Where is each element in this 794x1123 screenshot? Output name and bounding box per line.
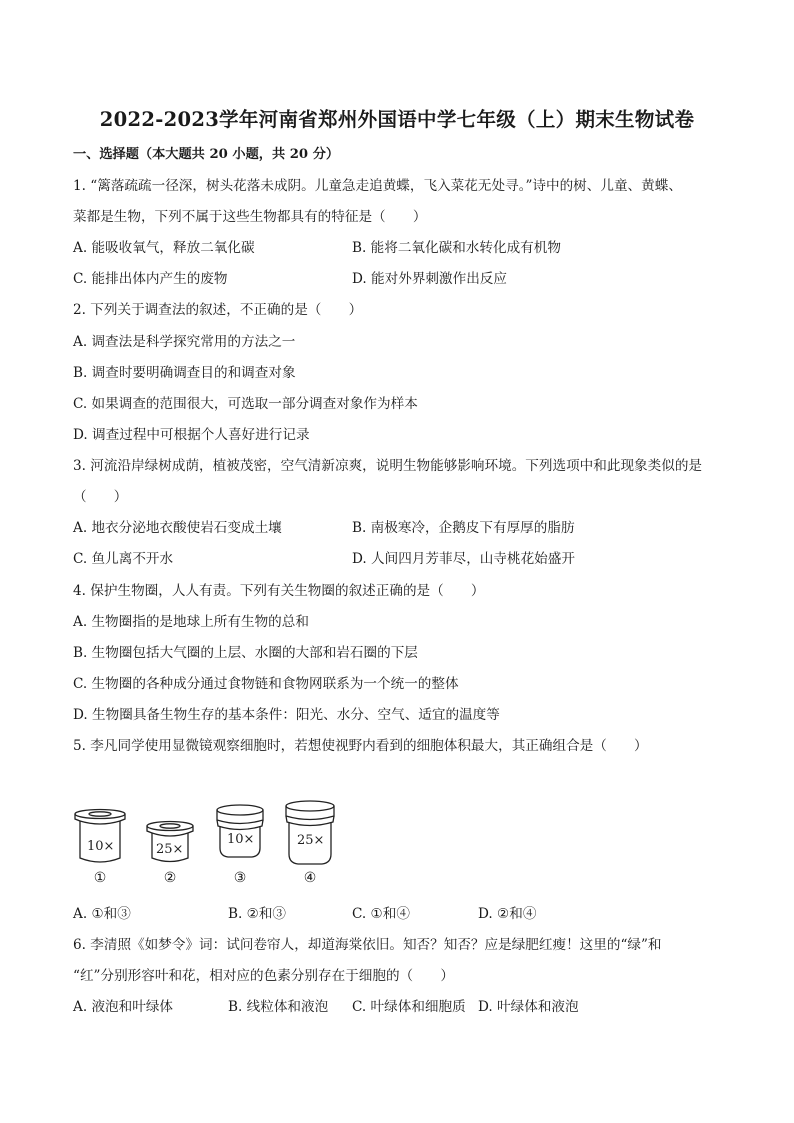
- q6-option-b: B. 线粒体和液泡: [228, 999, 329, 1015]
- q5-option-c: C. ①和④: [352, 906, 410, 922]
- q1-option-d: D. 能对外界刺激作出反应: [352, 271, 507, 287]
- q6-stem-line1: 6. 李清照《如梦令》词：试问卷帘人，却道海棠依旧。知否？知否？应是绿肥红瘦！这里的“绿”和: [73, 937, 662, 953]
- lens3-label: ③: [233, 870, 247, 886]
- q6-option-a: A. 液泡和叶绿体: [73, 999, 174, 1015]
- q2-option-a: A. 调查法是科学探究常用的方法之一: [73, 334, 296, 350]
- lens1-magnification: 10×: [87, 839, 115, 854]
- q3-option-a: A. 地衣分泌地衣酸使岩石变成土壤: [73, 520, 282, 536]
- q1-option-a: A. 能吸收氧气，释放二氧化碳: [73, 240, 255, 256]
- q2-option-c: C. 如果调查的范围很大，可选取一部分调查对象作为样本: [73, 396, 418, 412]
- q4-option-a: A. 生物圈指的是地球上所有生物的总和: [73, 614, 309, 630]
- q2-stem: 2. 下列关于调查法的叙述，不正确的是（ ）: [73, 302, 363, 318]
- q1-option-c: C. 能排出体内产生的废物: [73, 271, 228, 287]
- q1-stem-line1: 1. “篱落疏疏一径深，树头花落未成阴。儿童急走追黄蝶，飞入菜花无处寻。”诗中的树、儿童、黄蝶、: [73, 178, 682, 194]
- q1-option-b: B. 能将二氧化碳和水转化成有机物: [352, 240, 561, 256]
- q4-option-c: C. 生物圈的各种成分通过食物链和食物网联系为一个统一的整体: [73, 676, 459, 692]
- lens4-magnification: 25×: [297, 833, 325, 848]
- q5-option-a: A. ①和③: [73, 906, 131, 922]
- lens3-magnification: 10×: [227, 832, 255, 847]
- lens4-label: ④: [303, 870, 317, 886]
- lens2-magnification: 25×: [156, 842, 184, 857]
- q4-option-d: D. 生物圈具备生物生存的基本条件：阳光、水分、空气、适宜的温度等: [73, 707, 500, 723]
- section-heading: 一、选择题（本大题共 20 小题，共 20 分）: [73, 147, 340, 162]
- q6-option-c: C. 叶绿体和细胞质: [352, 999, 466, 1015]
- q5-stem: 5. 李凡同学使用显微镜观察细胞时，若想使视野内看到的细胞体积最大，其正确组合是（ ）: [73, 738, 648, 754]
- q3-option-c: C. 鱼儿离不开水: [73, 551, 174, 567]
- q4-option-b: B. 生物圈包括大气圈的上层、水圈的大部和岩石圈的下层: [73, 645, 418, 661]
- exam-title: 2022-2023学年河南省郑州外国语中学七年级（上）期末生物试卷: [99, 108, 695, 131]
- q3-option-d: D. 人间四月芳菲尽，山寺桃花始盛开: [352, 551, 575, 567]
- q3-option-b: B. 南极寒冷，企鹅皮下有厚厚的脂肪: [352, 520, 575, 536]
- q6-stem-line2: “红”分别形容叶和花，相对应的色素分别存在于细胞的（ ）: [73, 968, 454, 984]
- q3-stem-line1: 3. 河流沿岸绿树成荫，植被茂密，空气清新凉爽，说明生物能够影响环境。下列选项中和此现象类似的是: [73, 458, 703, 474]
- q2-option-d: D. 调查过程中可根据个人喜好进行记录: [73, 427, 310, 443]
- lens1-label: ①: [93, 870, 107, 886]
- q2-option-b: B. 调查时要明确调查目的和调查对象: [73, 365, 296, 381]
- q5-option-b: B. ②和③: [228, 906, 287, 922]
- q5-option-d: D. ②和④: [478, 906, 537, 922]
- q6-option-d: D. 叶绿体和液泡: [478, 999, 579, 1015]
- lens2-label: ②: [163, 870, 177, 886]
- q4-stem: 4. 保护生物圈，人人有责。下列有关生物圈的叙述正确的是（ ）: [73, 583, 485, 599]
- q3-stem-line2: （ ）: [73, 489, 128, 505]
- q1-stem-line2: 菜都是生物，下列不属于这些生物都具有的特征是（ ）: [73, 209, 427, 225]
